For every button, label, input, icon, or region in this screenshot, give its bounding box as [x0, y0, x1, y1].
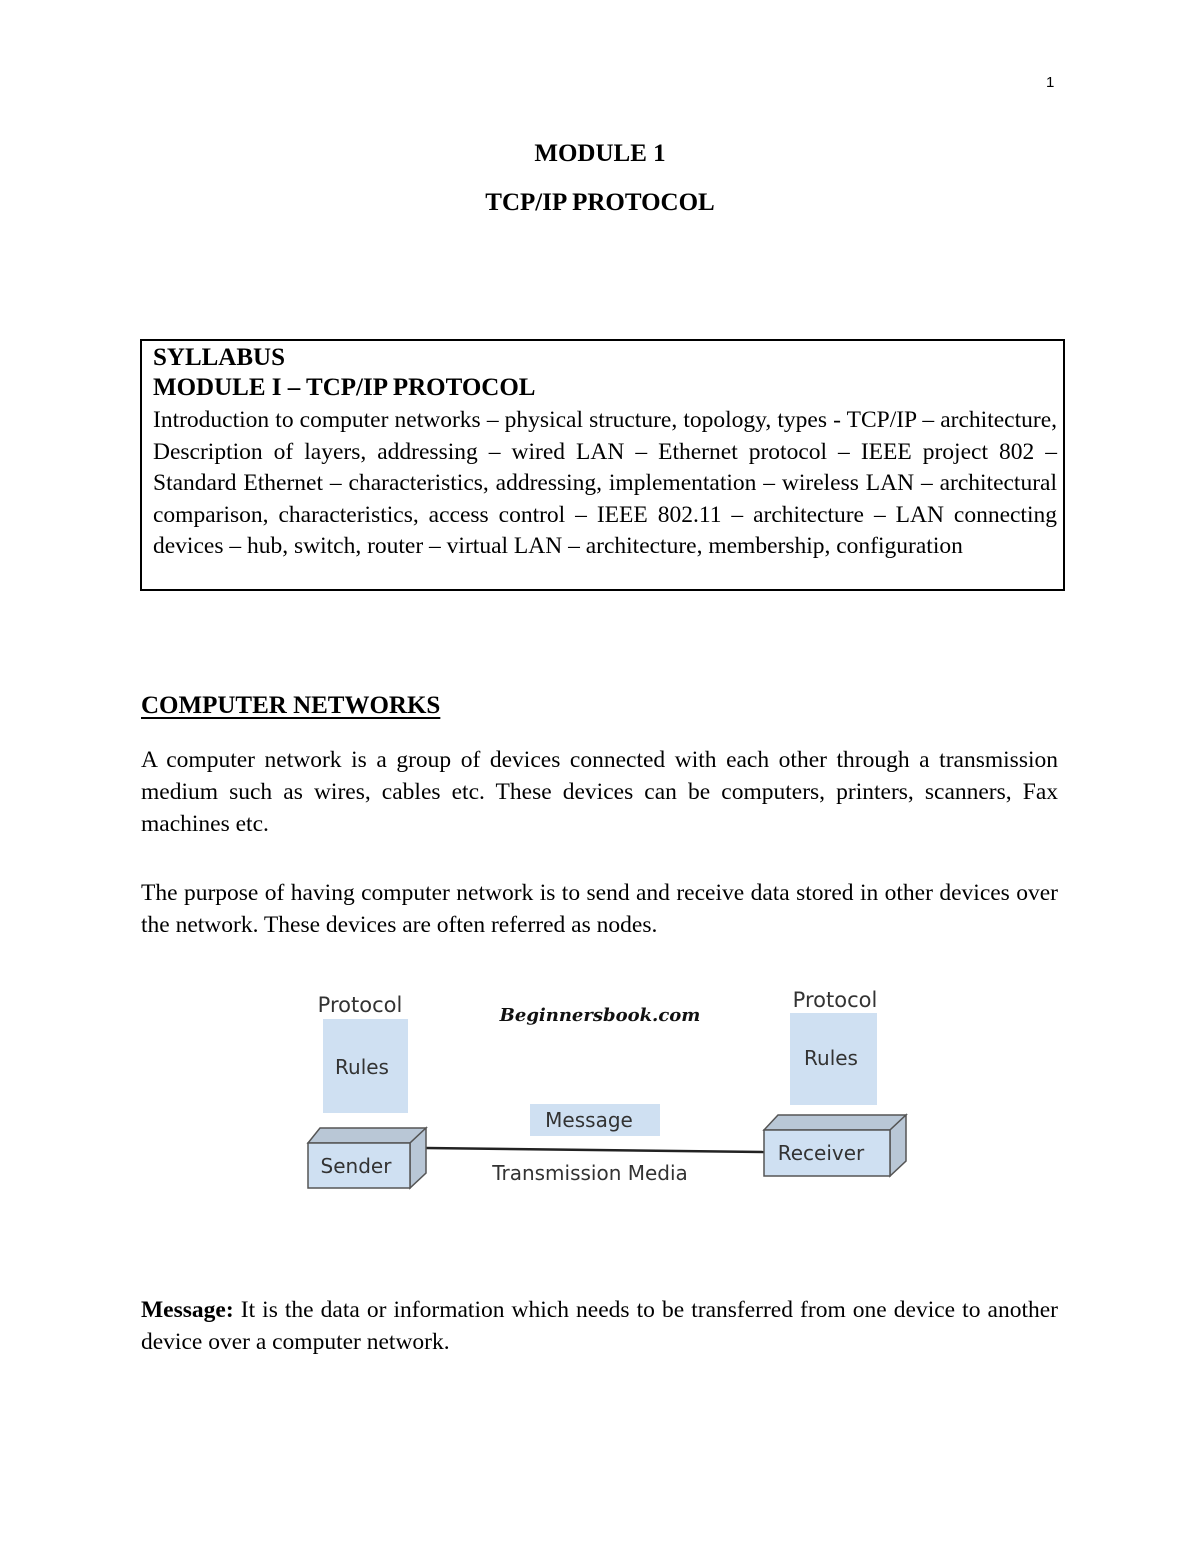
watermark-text: Beginnersbook.com — [499, 1005, 701, 1026]
right-rules-label: Rules — [804, 1046, 858, 1070]
message-definition — [141, 1294, 1058, 1358]
paragraph-purpose: The purpose of having computer network is to send and receive data stored in other devices over the network. These devices are often referred as nodes. — [141, 880, 1058, 938]
network-diagram — [300, 985, 910, 1190]
syllabus-heading: SYLLABUS — [153, 344, 285, 371]
module-subtitle: TCP/IP PROTOCOL — [485, 189, 715, 216]
module-title: MODULE 1 — [534, 140, 666, 167]
left-protocol-label: Protocol — [317, 993, 403, 1017]
right-protocol-label: Protocol — [792, 988, 878, 1012]
transmission-media-label: Transmission Media — [492, 1161, 688, 1185]
message-term: Message: — [141, 1297, 234, 1323]
syllabus-box — [140, 339, 1065, 591]
syllabus-module-title: MODULE I – TCP/IP PROTOCOL — [153, 374, 536, 401]
message-label: Message — [545, 1108, 633, 1132]
transmission-line — [426, 1148, 764, 1152]
syllabus-content: Introduction to computer networks – physical structure, topology, types - TCP/IP – architecture, Description of layers, addressing – wired LAN – Ethernet protocol – IEEE project 802 – Standard Ethernet – characteristics, addressing, implementation – wireless LAN – architectural comparison, characteristics, access control – IEEE 802.11 – architecture – LAN connecting devices – hub, switch, router – virtual LAN – architecture, membership, configuration — [153, 407, 1057, 559]
section-heading: COMPUTER NETWORKS — [141, 692, 441, 719]
paragraph-definition: A computer network is a group of devices connected with each other through a transmission medium such as wires, cables etc. These devices can be computers, printers, scanners, Fax machines etc. — [141, 747, 1058, 837]
sender-label: Sender — [320, 1154, 392, 1178]
page-number: 1 — [1046, 74, 1055, 91]
receiver-label: Receiver — [777, 1141, 865, 1165]
message-text: It is the data or information which needs to be transferred from one device to another device over a computer network. — [141, 1297, 1058, 1355]
left-rules-label: Rules — [335, 1055, 389, 1079]
